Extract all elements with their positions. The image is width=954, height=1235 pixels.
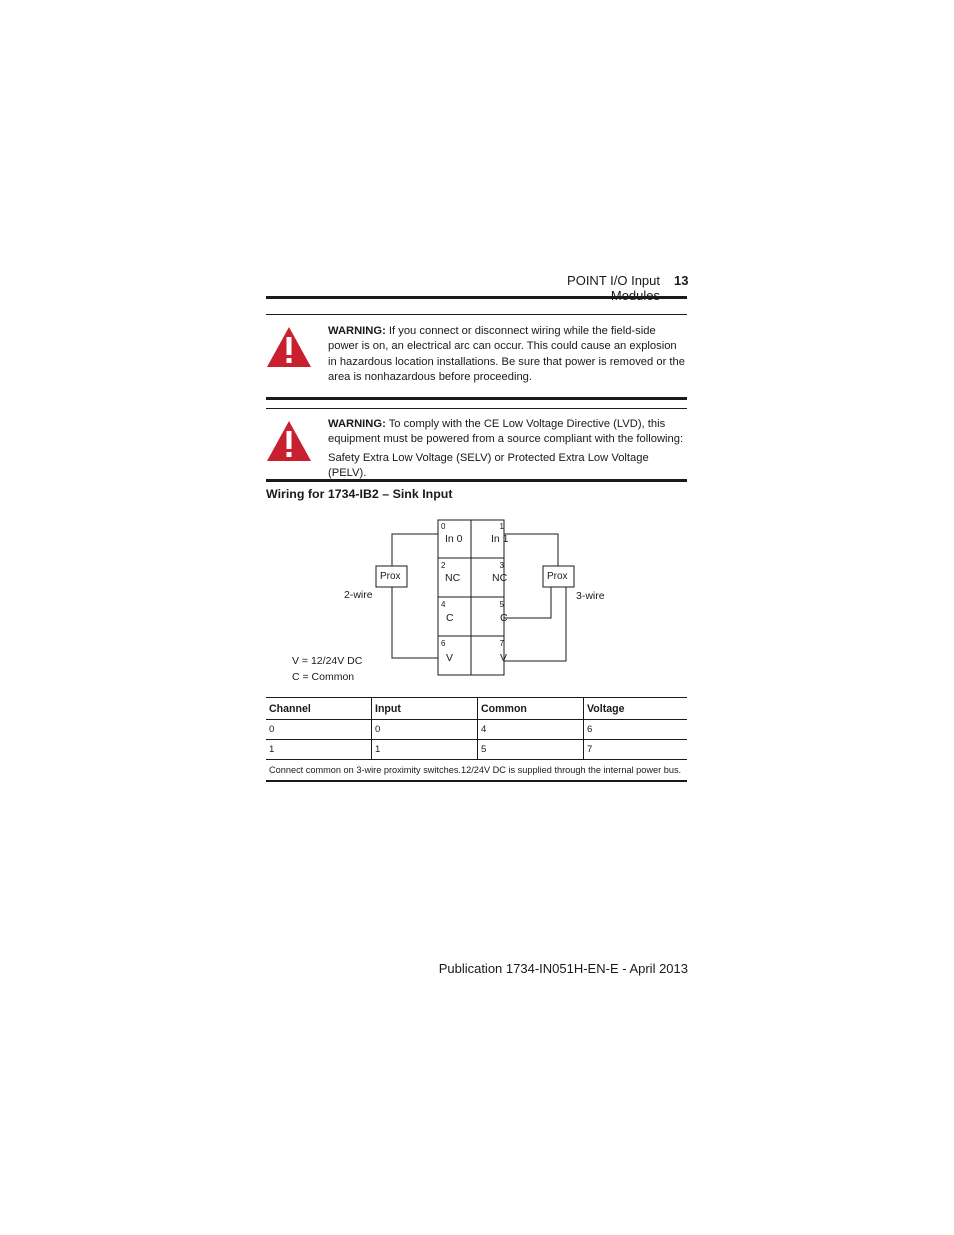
table-note: Connect common on 3-wire proximity switches.12/24V DC is supplied through the internal power bus. — [266, 760, 687, 782]
terminal-1-number: 1 — [499, 522, 504, 531]
prox-right-label: Prox — [547, 571, 568, 582]
table-row — [266, 720, 687, 740]
terminal-7-number: 7 — [499, 639, 504, 648]
cell-channel: 0 — [266, 720, 372, 740]
warning-1-body: If you connect or disconnect wiring while the field-side power is on, an electrical arc can occur. This could cause an explosion in hazardous location installations. Be sure that power is removed or the area is nonhazardous before proceeding. — [328, 325, 685, 384]
warning-2-body: To comply with the CE Low Voltage Directive (LVD), this equipment must be powered from a source compliant with the following: — [328, 418, 684, 446]
terminal-7-label: V — [500, 652, 508, 664]
warning-1-bottom-rule — [266, 397, 687, 400]
header-channel: Channel — [266, 698, 372, 720]
wiring-diagram — [266, 515, 687, 690]
warning-2-text — [328, 417, 688, 448]
cell-common: 4 — [478, 720, 584, 740]
table-note-row — [266, 760, 687, 782]
three-wire-label: 3-wire — [576, 590, 605, 602]
table-header-row — [266, 698, 687, 720]
terminal-2-number: 2 — [441, 561, 446, 570]
warning-2-bottom-rule — [266, 479, 687, 482]
terminal-5-label: C — [500, 612, 508, 624]
terminal-2-label: NC — [445, 572, 461, 584]
header-input: Input — [372, 698, 478, 720]
page-number: 13 — [674, 273, 689, 288]
cell-channel: 1 — [266, 740, 372, 760]
terminal-3-number: 3 — [499, 561, 504, 570]
terminal-1-label: In 1 — [491, 533, 509, 545]
section-title: Wiring for 1734-IB2 – Sink Input — [266, 487, 453, 501]
terminal-4-label: C — [446, 612, 454, 624]
warning-1-label: WARNING: — [328, 325, 386, 337]
terminal-0-number: 0 — [441, 522, 446, 531]
terminal-3-label: NC — [492, 572, 508, 584]
cell-input: 0 — [372, 720, 478, 740]
publication-footer: Publication 1734-IN051H-EN-E - April 2013 — [438, 961, 688, 976]
cell-input: 1 — [372, 740, 478, 760]
two-wire-label: 2-wire — [344, 589, 373, 601]
table-row — [266, 740, 687, 760]
header-rule — [266, 296, 687, 299]
running-header-title: POINT I/O Input — [567, 273, 660, 288]
prox-left-label: Prox — [380, 571, 401, 582]
warning-1-text — [328, 324, 688, 386]
warning-triangle-icon — [266, 326, 312, 368]
channel-table — [266, 697, 687, 782]
terminal-6-number: 6 — [441, 639, 446, 648]
terminal-0-label: In 0 — [445, 533, 463, 545]
terminal-4-number: 4 — [441, 600, 446, 609]
warning-2-label: WARNING: — [328, 418, 386, 430]
warning-2-extra: Safety Extra Low Voltage (SELV) or Protected Extra Low Voltage (PELV). — [328, 452, 649, 480]
warning-1-top-rule — [266, 314, 687, 315]
cell-voltage: 7 — [584, 740, 688, 760]
cell-common: 5 — [478, 740, 584, 760]
legend-common: C = Common — [292, 671, 355, 683]
cell-voltage: 6 — [584, 720, 688, 740]
legend-voltage: V = 12/24V DC — [292, 655, 363, 667]
warning-2-top-rule — [266, 408, 687, 409]
terminal-6-label: V — [446, 652, 454, 664]
terminal-5-number: 5 — [499, 600, 504, 609]
warning-triangle-icon — [266, 420, 312, 462]
header-voltage: Voltage — [584, 698, 688, 720]
header-common: Common — [478, 698, 584, 720]
